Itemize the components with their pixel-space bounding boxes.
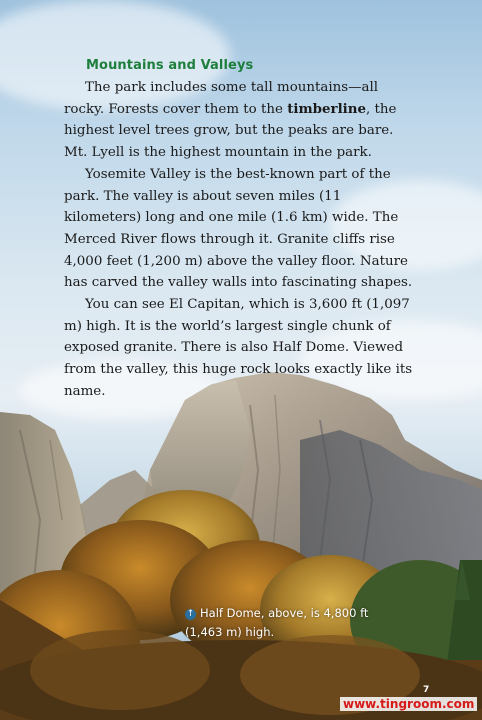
photo-caption [185,604,385,642]
paragraph-2: Yosemite Valley is the best-known part of the park. The valley is about seven miles (11 kilometers) long and one mile (1.6 km) wide. The Merced River flows through it. Granite cliffs rise 4,000 feet (1,200 m) above the valley floor. Nature has carved the valley walls into fascinating shapes. [64,166,413,291]
paragraph-3: You can see El Capitan, which is 3,600 ft (1,097 m) high. It is the world’s largest single chunk of exposed granite. There is also Half Dome. Viewed from the valley, this huge rock looks exactly like its name. [64,297,413,399]
page-number: 7 [423,685,430,695]
paragraph-1-before: The park includes some tall mountains—all rocky. Forests cover them to the [64,80,379,117]
article-body [64,58,416,403]
section-heading: Mountains and Valleys [86,58,254,73]
watermark: www.tingroom.com [340,697,477,711]
paragraph-1-after: , the highest level trees grow, but the peaks are bare. Mt. Lyell is the highest mountain in the park. [64,101,397,161]
timberline-term: timberline [287,100,366,117]
up-arrow-icon: ↑ [186,609,195,619]
paragraph-1 [64,77,416,164]
caption-text: Half Dome, above, is 4,800 ft (1,463 m) high. [185,606,369,639]
